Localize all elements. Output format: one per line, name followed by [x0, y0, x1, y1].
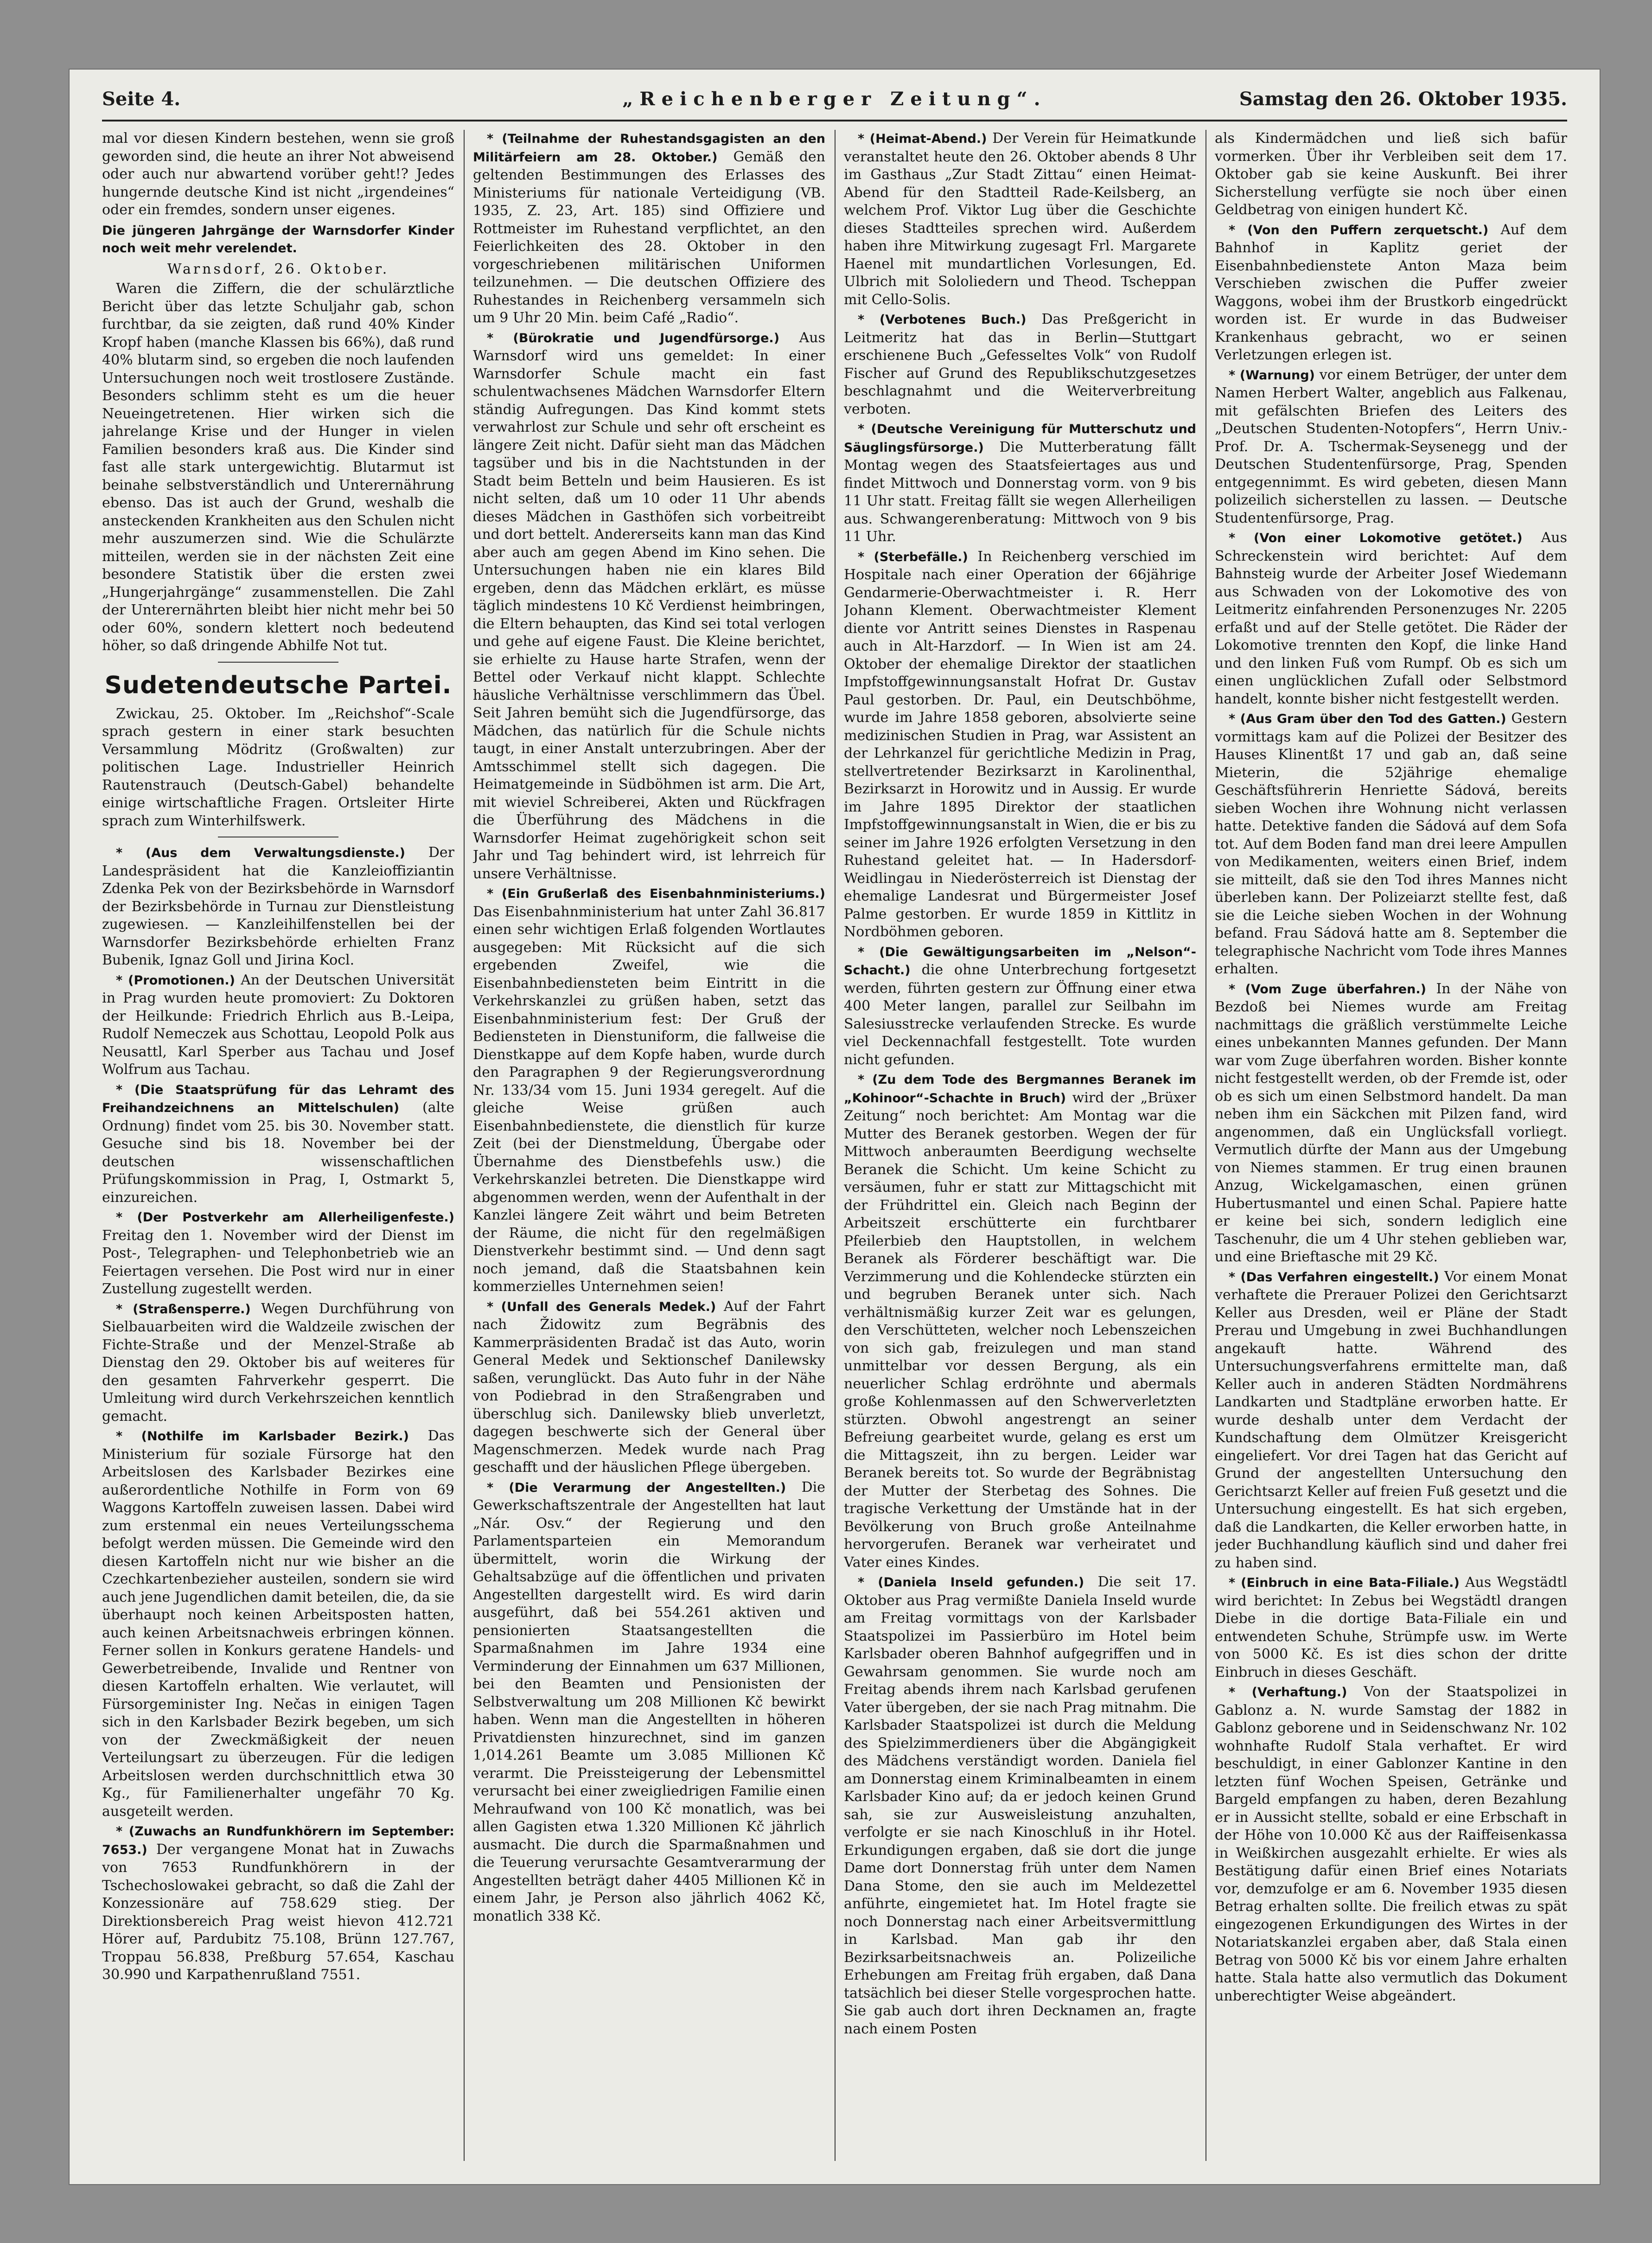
news-item — [102, 971, 454, 1079]
newspaper-page — [70, 70, 1600, 2184]
article-text: Zwickau, 25. Oktober. Im „Reichshof“-Scale sprach gestern in einer stark besuchten Versammlung Mödritz (Großwalten) zur politischen Lage. Industrieller Heinrich Rautenstrauch (Deutsch-Gabel) behandelte einige wirtschaftliche Fragen. Ortsleiter Hirte sprach zum Winterhilfswerk. — [102, 705, 454, 829]
news-item — [1215, 221, 1567, 364]
news-item — [473, 1479, 825, 1926]
news-item-heading: * (Verhaftung.) — [1229, 1685, 1347, 1700]
separator-rule — [218, 662, 338, 663]
news-item-text: Gemäß den geltenden Bestimmungen des Erlasses des Ministeriums für nationale Verteidigung (VB. 1935, Z. 23, Art. 185) sind Offiziere und Rottmeister im Ruhestand verpflichtet, an den Feierlichkeiten des 28. Oktober in den vorgeschriebenen militärischen Uniformen teilzunehmen. — Die deutschen Offiziere des Ruhestandes in Reichenberg versammeln sich um 9 Uhr 20 Min. beim Café „Radio“. — [473, 148, 825, 326]
news-item-text: Der Landespräsident hat die Kanzleioffiziantin Zdenka Pek von der Bezirksbehörde in Warnsdorf der Bezirksbehörde in Turnau zur Dienstleistung zugewiesen. — Kanzleihilfenstellen bei der Warnsdorfer Bezirksbehörde erhielten Franz Bubenik, Ignaz Goll und Jirina Kocl. — [102, 844, 454, 968]
column-3 — [844, 130, 1196, 2161]
news-item — [1215, 710, 1567, 978]
news-item-text: An der Deutschen Universität in Prag wurden heute promoviert: Zu Doktoren der Heilkunde: Friedrich Ehrlich aus B.-Leipa, Rudolf Nemeczek aus Schottau, Leopold Polk aus Neusattl, Karl Sperber aus Tachau und Josef Wolfrum aus Tachau. — [102, 971, 454, 1078]
masthead — [102, 88, 1567, 116]
news-item-heading: * (Vom Zuge überfahren.) — [1229, 982, 1426, 997]
news-item-heading: * (Zuwachs an Rundfunkhörern im September: 7653.) — [102, 1824, 454, 1857]
column-divider — [835, 130, 836, 2161]
news-item — [473, 329, 825, 883]
news-item — [844, 548, 1196, 941]
news-item-text: Aus Schreckenstein wird berichtet: Auf dem Bahnsteig wurde der Arbeiter Josef Wiedemann aus Schwaden von der Lokomotive des von Leitmeritz einfahrenden Personenzuges Nr. 2205 erfaßt und auf der Stelle getötet. Die Räder der Lokomotive trennten den Kopf, die linke Hand und den linken Fuß vom Rumpf. Ob es sich um einen unglücklichen Zufall oder Selbstmord handelt, konnte bisher nicht festgestellt werden. — [1215, 530, 1567, 707]
news-item-heading: * (Teilnahme der Ruhestandsgagisten an den Militärfeiern am 28. Oktober.) — [473, 132, 825, 165]
news-item-text: Der Verein für Heimatkunde veranstaltet heute den 26. Oktober abends 8 Uhr im Gasthaus „Zur Stadt Zittau“ einen Heimat-Abend für den Stadtteil Rade-Keilsberg, an welchem Prof. Viktor Lug über die Geschichte dieses Stadtteiles sprechen wird. Außerdem haben ihre Mitwirkung zugesagt Frl. Margarete Haenel mit mundartlichen Vorlesungen, Ed. Ulbrich mit Sololiedern und Theod. Tscheppan mit Cello-Solis. — [844, 130, 1196, 308]
newspaper-title: „Reichenberger Zeitung“. — [622, 88, 1047, 110]
article-text: Waren die Ziffern, die der schulärztliche Bericht über das letzte Schuljahr gab, schon furchtbar, da sie zeigten, daß rund 40% Kinder Kropf haben (manche Klassen bis 66%), daß rund 40% blutarm sind, so ergeben die noch laufenden Untersuchungen noch weit trostlosere Zustände. Besonders schlimm steht es um die heuer Neueingetretenen. Hier wirken sich die jahrelange Krise und der Hunger in vielen Familien besonders kraß aus. Die Kinder sind fast alle stark untergewichtig. Blutarmut ist beinahe selbstverständlich und Unterernährung ebenso. Das ist auch der Grund, weshalb die ansteckenden Krankheiten aus den Schulen nicht mehr auszumerzen sind. Wie die Schulärzte mitteilen, werden sie in der nächsten Zeit eine besondere Statistik über die ersten zwei „Hungerjahrgänge“ zusammenstellen. Die Zahl der Unterernährten bleibt hier nicht mehr bei 50 oder 60%, sondern klettert noch bedeutend höher, so daß dringende Abhilfe Not tut. — [102, 281, 454, 654]
news-item — [1215, 1268, 1567, 1572]
article-headline: Die jüngeren Jahrgänge der Warnsdorfer Kinder noch weit mehr verelendet. — [102, 223, 454, 256]
news-item — [102, 1081, 454, 1207]
news-item — [102, 1208, 454, 1298]
news-item-heading: * (Deutsche Vereinigung für Mutterschutz und Säuglingsfürsorge.) — [844, 422, 1196, 455]
news-item — [1215, 1683, 1567, 2005]
news-item-heading: * (Die Verarmung der Angestellten.) — [487, 1480, 786, 1495]
news-item-heading: * (Das Verfahren eingestellt.) — [1229, 1270, 1439, 1284]
news-item — [844, 1071, 1196, 1572]
news-item-heading: * (Bürokratie und Jugendfürsorge.) — [487, 331, 780, 345]
news-item-heading: * (Nothilfe im Karlsbader Bezirk.) — [116, 1429, 409, 1444]
news-item-heading: * (Die Staatsprüfung für das Lehramt des Freihandzeichnens an Mittelschulen) — [102, 1082, 454, 1115]
news-item — [1215, 1574, 1567, 1681]
news-item-text: Aus Warnsdorf wird uns gemeldet: In einer Warnsdorfer Schule macht ein fast schulentwachsenes Mädchen Warnsdorfer Eltern ständig Aufregungen. Das Kind kommt stets verwahrlost zur Schule und sehr oft erscheint es längere Zeit nicht. Dafür sieht man das Mädchen tagsüber und bis in die Nachtstunden in der Stadt beim Betteln und beim Hausieren. Es ist nicht selten, daß um 10 oder 11 Uhr abends dieses Mädchen in Gasthöfen sich vorbeitreibt und dort bettelt. Andererseits kann man das Kind aber auch am gegen Abend im Kino sehen. Die Untersuchungen haben nie ein klares Bild ergeben, denn das Mädchen erklärt, es müsse täglich mindestens 10 Kč Verdienst heimbringen, die Eltern behaupten, das Kind sei total verlogen und gehe auf eigene Faust. Die Kleine berichtet, sie erhielte zu Hause harte Strafen, wenn der Bettel oder Verkauf nicht klappt. Schlechte häusliche Verhältnisse verschlimmern das Übel. Seit Jahren bemüht sich die Jugendfürsorge, das Mädchen, das natürlich für die Schule nichts taugt, in einer Anstalt unterzubringen. Aber der Amtsschimmel stellt sich dagegen. Die Heimatgemeinde in Südböhmen ist arm. Die Art, mit wieviel Schreiberei, Akten und Rückfragen die Überführung des Mädchens in die Warnsdorfer Heimat zugehörigkeit schon seit Jahr und Tag behindert wird, ist lehrreich für unsere Verhältnisse. — [473, 329, 825, 882]
news-item-text: Der vergangene Monat hat in Zuwachs von 7653 Rundfunkhörern in der Tschechoslowakei gebracht, so daß die Zahl der Konzessionäre auf 758.629 stieg. Der Direktionsbereich Prag weist hievon 412.721 Hörer auf, Pardubitz 75.108, Brünn 127.767, Troppau 56.838, Preßburg 57.654, Kaschau 30.990 und Karpathenrußland 7551. — [102, 1841, 454, 1983]
news-item — [1215, 529, 1567, 708]
news-item-text: Die Mutterberatung fällt Montag wegen des Staatsfeiertages aus und findet Mittwoch und Donnerstag vorm. von 9 bis 11 Uhr statt. Freitag fällt sie wegen Allerheiligen aus. Schwangerenberatung: Mittwoch von 9 bis 11 Uhr. — [844, 439, 1196, 545]
news-item-heading: * (Unfall des Generals Medek.) — [487, 1299, 716, 1314]
news-item-text: Das Eisenbahnministerium hat unter Zahl 36.817 einen sehr wichtigen Erlaß folgenden Wortlautes ausgegeben: Mit Rücksicht auf die sich ergebenden Zweifel, wie die Eisenbahnbediensteten beim Eintritt in die Verkehrskanzlei zu grüßen haben, setzt das Eisenbahnministerium fest: Der Gruß der Bediensteten in Dienstuniform, die fallweise die Dienstkappe auf dem Kopfe haben, wurde durch den Paragraphen 9 der Regierungsverordnung Nr. 133/34 vom 15. Juni 1934 geregelt. Auf die gleiche Weise grüßen auch Eisenbahnbedienstete, die dienstlich für kurze Zeit (bei der Dienstmeldung, Übergabe oder Übernahme des Dienstbefehls usw.) die Verkehrskanzlei betreten. Die Dienstkappe wird abgenommen werden, wenn der Aufenthalt in der Kanzlei längere Zeit währt und beim Betreten der Räume, die nicht für den regelmäßigen Dienstverkehr bestimmt sind. — Und denn sagt noch jemand, daß die Staatsbahnen kein kommerzielles Unternehmen seien! — [473, 903, 825, 1295]
section-heading: Sudetendeutsche Partei. — [104, 671, 452, 699]
news-item — [102, 844, 454, 970]
issue-date: Samstag den 26. Oktober 1935. — [1239, 88, 1567, 110]
news-item — [844, 420, 1196, 546]
news-item — [473, 885, 825, 1296]
news-item-text: wird der „Brüxer Zeitung“ noch berichtet: Am Montag war die Mutter des Beranek gestorben. Wegen der für Mittwoch anberaumten Beerdigung wechselte Beranek die Schicht. Um keine Schicht zu versäumen, fuhr er statt zur Mittagschicht mit der Frühdrittel ein. Gleich nach Beginn der Arbeitszeit erschütterte ein furchtbarer Pfeilerbieb den Hauptstollen, in welchem Beranek als Förderer beschäftigt war. Die Verzimmerung und die Kohlendecke stürzten ein und begruben Beranek unter sich. Nach verhältnismäßig kurzer Zeit war es gelungen, den Verschütteten, welcher noch Lebenszeichen von sich gab, freizulegen und man stand unmittelbar vor dessen Bergung, als ein neuerlicher Schlag erdröhnte und abermals große Kohlenmassen auf den Schwerverletzten stürzten. Obwohl angestrengt an seiner Befreiung gearbeitet wurde, gelang es erst um die Mittagszeit, ihn zu bergen. Leider war Beranek bereits tot. So wurde der Begräbnistag der Mutter der Sterbetag des Sohnes. Die tragische Verkettung der Umstände hat in der Bevölkerung von Bruch große Anteilnahme hervorgerufen. Beranek war verheiratet und Vater eines Kindes. — [844, 1089, 1196, 1571]
news-item — [473, 1298, 825, 1477]
news-item-heading: * (Daniela Inseld gefunden.) — [858, 1575, 1084, 1590]
news-item-heading: * (Der Postverkehr am Allerheiligenfeste.) — [116, 1210, 454, 1225]
news-item-text: Auf der Fahrt nach Židowitz zum Begräbnis des Kammerpräsidenten Bradač ist das Auto, worin General Medek und Sektionschef Danilewsky saßen, verunglückt. Das Auto fuhr in der Nähe von Podiebrad in den Straßengraben und überschlug sich. Danilewsky blieb unverletzt, dagegen beschwerte sich der General über Magenschmerzen. Medek wurde nach Prag geschafft und der häuslichen Pflege übergeben. — [473, 1298, 825, 1476]
news-item-text: Auf dem Bahnhof in Kaplitz geriet der Eisenbahnbedienstete Anton Maza beim Verschieben zwischen die Puffer zweier Waggons, wobei ihm der Brustkorb eingedrückt worden ist. Er wurde in das Budweiser Krankenhaus gebracht, wo er seinen Verletzungen erlegen ist. — [1215, 221, 1567, 363]
dateline: Warnsdorf, 26. Oktober. — [167, 261, 389, 277]
news-item — [102, 1427, 454, 1821]
news-item — [1215, 980, 1567, 1266]
news-item-text: Gestern vormittags kam auf die Polizei der Besitzer des Hauses Klinentßt 17 und gab an, daß seine Mieterin, die 52jährige ehemalige Geschäftsführerin Henriette Sádová, bereits sieben Wochen ihre Wohnung nicht verlassen hatte. Detektive fanden die Sádová auf dem Sofa tot. Auf dem Boden fand man drei leere Ampullen von Medikamenten, weiters einen Brief, indem sie mitteilt, daß sie den Tod ihres Mannes nicht überleben kann. Der Polizeiarzt stellte fest, daß sie die Leiche sieben Wochen in der Wohnung befand. Frau Sádová hatte am 8. September die telegraphische Nachricht vom Tode ihres Mannes erhalten. — [1215, 710, 1567, 977]
column-2 — [473, 130, 825, 2161]
news-item — [102, 1300, 454, 1426]
news-item-text: Von der Staatspolizei in Gablonz a. N. wurde Samstag der 1882 in Gablonz geborene und in Seidenschwanz Nr. 102 wohnhafte Rudolf Stala verhaftet. Er wird beschuldigt, in einer Gablonzer Kantine in den letzten fünf Wochen Speisen, Getränke und Bargeld empfangen zu haben, deren Bezahlung er in Aussicht stellte, sobald er eine Erbschaft in der Höhe von 10.000 Kč aus der Raiffeisenkassa in Weißkirchen ausgezahlt erhielte. Er wies als Bestätigung dafür einen Brief eines Notariats vor, demzufolge er am 6. November 1935 diesen Betrag erhalten sollte. Die freilich etwas zu spät eingezogenen Erkundigungen des Wirtes in der Notariatskanzlei ergaben aber, daß Stala einen Betrag von 5000 Kč bis vor einem Jahre erhalten hatte. Stala hatte also vermutlich das Dokument unberechtigter Weise abgeändert. — [1215, 1684, 1567, 2004]
news-item-heading: * (Promotionen.) — [116, 973, 235, 988]
news-item-heading: * (Warnung) — [1229, 368, 1315, 383]
news-item-heading: * (Heimat-Abend.) — [858, 132, 987, 146]
news-item-text: Die Gewerkschaftszentrale der Angestellten hat laut „Nár. Osv.“ der Regierung und den Parlamentsparteien ein Memorandum übermittelt, worin die Wirkung der Gehaltsabzüge auf die öffentlichen und privaten Angestellten dargestellt wird. Es wird darin ausgeführt, daß bei 554.261 aktiven und pensionierten Staatsangestellten die Sparmaßnahmen im Jahre 1934 eine Verminderung der Einnahmen um 637 Millionen, bei den Beamten und Pensionisten der Selbstverwaltung um 208 Millionen Kč bewirkt haben. Wenn man die Angestellten in höheren Privatdiensten hinzurechnet, sind im ganzen 1,014.261 Beamte um 3.085 Millionen Kč verarmt. Die Preissteigerung der Lebensmittel verursacht bei einer zweigliedrigen Familie einen Mehraufwand von 100 Kč monatlich, was bei allen Gagisten etwa 1.320 Millionen Kč jährlich ausmacht. Die durch die Sparmaßnahmen und die Teuerung verursachte Gesamtverarmung der Angestellten beträgt daher 4405 Millionen Kč in einem Jahr, je Person also jährlich 4062 Kč, monatlich 338 Kč. — [473, 1479, 825, 1924]
news-item-text: Die seit 17. Oktober aus Prag vermißte Daniela Inseld wurde am Freitag vormittags von der Karlsbader Staatspolizei im Passierbüro im Hotel beim Karlsbader oberen Bahnhof aufgegriffen und in Gewahrsam genommen. Sie wurde noch am Freitag abends ihrem nach Karlsbad gerufenen Vater übergeben, der sie nach Prag mitnahm. Die Karlsbader Staatspolizei ist durch die Meldung des Spielzimmerdieners über die Abgängigkeit des Mädchens verständigt worden. Daniela fiel am Donnerstag einem Kriminalbeamten in einem Karlsbader Kino auf; da er jedoch keinen Grund sah, sie zur Ausweisleistung anzuhalten, verfolgte er sie nach Kinoschluß in ihr Hotel. Erkundigungen ergaben, daß sie dort die junge Dame dort Donnerstag früh unter dem Namen Dana Stome, den sie auch im Meldezettel anführte, eingemietet hat. Im Hotel fragte sie noch Donnerstag nach einer Arbeitsvermittlung in Karlsbad. Man gab ihr den Bezirksarbeitsnachweis an. Polizeiliche Erhebungen am Freitag früh ergaben, daß Dana tatsächlich bei dieser Stelle vorgesprochen hatte. Sie gab auch dort ihren Decknamen an, fragte nach einem Posten — [844, 1574, 1196, 2037]
news-item-text: In Reichenberg verschied im Hospitale nach einer Operation der 66jährige Gendarmerie-Oberwachtmeister i. R. Herr Johann Klement. Oberwachtmeister Klement diente vor Antritt seines Dienstes in Raspenau auch in Alt-Harzdorf. — In Wien ist am 24. Oktober der ehemalige Direktor der staatlichen Impfstoffgewinnungsanstalt Hofrat Dr. Gustav Paul gestorben. Dr. Paul, ein Deutschböhme, wurde im Jahre 1858 geboren, absolvierte seine medizinischen Studien in Prag, war Assistent an der Lehrkanzel für gerichtliche Medizin in Prag, stellvertretender Bezirksarzt in Karolinenthal, Bezirksarzt in Horowitz und in Aussig. Er wurde im Jahre 1895 Direktor der staatlichen Impfstoffgewinnungsanstalt in Wien, die er bis zu seiner im Jahre 1926 erfolgten Versetzung in den Ruhestand geleitet hat. — In Hadersdorf-Weidlingau in Niederösterreich ist Dienstag der ehemalige Landesrat und Bürgermeister Josef Palme gestorben. Er wurde 1859 in Kittlitz in Nordböhmen geboren. — [844, 548, 1196, 940]
article-text: mal vor diesen Kindern bestehen, wenn sie groß geworden sind, die heute an ihrer Not abweisend oder auch nur abwartend vorüber geht!? Jedes hungernde deutsche Kind ist nicht „irgendeines“ oder ein fremdes, sondern unser eigenes. — [102, 130, 454, 218]
news-item-heading: * (Die Gewältigungsarbeiten im „Nelson“-Schacht.) — [844, 945, 1196, 978]
news-item-heading: * (Aus Gram über den Tod des Gatten.) — [1229, 712, 1506, 726]
news-item — [102, 1822, 454, 1984]
news-item-heading: * (Straßensperre.) — [116, 1302, 251, 1316]
news-item-text: Wegen Durchführung von Sielbauarbeiten wird die Waldzeile zwischen der Fichte-Straße und der Menzel-Straße ab Dienstag den 29. Oktober bis auf weiteres für den gesamten Fahrverkehr gesperrt. Die Umleitung wird durch Verkehrszeichen kenntlich gemacht. — [102, 1300, 454, 1425]
news-item-heading: * (Von den Puffern zerquetscht.) — [1229, 223, 1489, 237]
news-item-heading: * (Sterbefälle.) — [858, 550, 968, 564]
news-item-heading: * (Aus dem Verwaltungsdienste.) — [116, 846, 405, 860]
news-item-text: Freitag den 1. November wird der Dienst im Post-, Telegraphen- und Telephonbetrieb wie an Feiertagen versehen. Die Post wird nur in einer Zustellung zugestellt werden. — [102, 1227, 454, 1297]
news-item-text: vor einem Betrüger, der unter dem Namen Herbert Walter, angeblich aus Falkenau, mit gefälschten Briefen des Leiters des „Deutschen Studenten-Notopfers“, Herrn Univ.-Prof. Dr. A. Tschermak-Seysenegg und der Deutschen Studentenfürsorge, Prag, Spenden entgegennimmt. Es wird gebeten, diesen Mann polizeilich sicherstellen zu lassen. — Deutsche Studentenfürsorge, Prag. — [1215, 366, 1567, 526]
news-item-heading: * (Einbruch in eine Bata-Filiale.) — [1229, 1576, 1460, 1590]
column-4 — [1215, 130, 1567, 2161]
column-1 — [102, 130, 454, 2161]
news-item-text: In der Nähe von Bezdoß bei Niemes wurde am Freitag nachmittags die gräßlich verstümmelte Leiche eines unbekannten Mannes gefunden. Der Mann war vom Zuge überfahren worden. Bisher konnte nicht festgestellt werden, ob der Fremde ist, oder ob es sich um einen Selbstmord handelt. Da man neben ihm ein Säckchen mit Pilzen fand, wird angenommen, daß ein Unglücksfall vorliegt. Vermutlich dürfte der Mann aus der Umgebung von Niemes stammen. Er trug einen braunen Anzug, Wickelgamaschen, einen grünen Hubertusmantel und einen Schal. Papiere hatte er keine bei sich, sondern lediglich eine Taschenuhr, die um 4 Uhr stehen geblieben war, und eine Brieftasche mit 29 Kč. — [1215, 980, 1567, 1265]
article-text: als Kindermädchen und ließ sich bafür vormerken. Über ihr Verbleiben seit dem 17. Oktober gab sie keine Auskunft. Bei ihrer Sicherstellung verfügte sie noch über einen Geldbetrag von einigen hundert Kč. — [1215, 130, 1567, 218]
news-item — [473, 130, 825, 327]
news-item — [844, 943, 1196, 1069]
page-number: Seite 4. — [102, 88, 181, 110]
header-rule — [102, 120, 1567, 121]
news-item-text: (alte Ordnung) findet vom 25. bis 30. November statt. Gesuche sind bis 18. November bei der deutschen wissenschaftlichen Prüfungskommission in Prag, I, Ostmarkt 5, einzureichen. — [102, 1099, 454, 1206]
news-item — [844, 130, 1196, 309]
news-item-heading: * (Von einer Lokomotive getötet.) — [1229, 531, 1523, 545]
news-item-heading: * (Verbotenes Buch.) — [858, 313, 1027, 327]
news-item-text: Vor einem Monat verhaftete die Prerauer Polizei den Gerichtsarzt Keller aus Dresden, weil er Pläne der Stadt Prerau und Umgebung in zwei Buchhandlungen angekauft hatte. Während des Untersuchungsverfahrens ermittelte man, daß Keller auch in anderen Städten Nordmährens Landkarten und Stadtpläne erworben hatte. Er wurde deshalb unter dem Verdacht der Kundschaftung dem Olmützer Kreisgericht eingeliefert. Vor drei Tagen hat das Gericht auf Grund der angestellten Untersuchung den Gerichtsarzt Keller auf freien Fuß gesetzt und die Untersuchung eingestellt. Es hat sich ergeben, daß die Landkarten, die Keller erworben hatte, in jeder Buchhandlung käuflich sind und daher frei zu haben sind. — [1215, 1268, 1567, 1571]
news-item — [844, 311, 1196, 418]
news-item-heading: * (Ein Grußerlaß des Eisenbahnministeriums.) — [487, 887, 825, 901]
news-item-text: Das Preßgericht in Leitmeritz hat das in Berlin—Stuttgart erschienene Buch „Gefesseltes Volk“ von Rudolf Fischer auf Grund des Republikschutzgesetzes beschlagnahmt und die Weiterverbreitung verboten. — [844, 311, 1196, 417]
news-item-text: Aus Wegstädtl wird berichtet: In Zebus bei Wegstädtl drangen Diebe in die dortige Bata-Filiale ein und entwendeten Schuhe, Strümpfe usw. im Werte von 5000 Kč. Es ist dies schon der dritte Einbruch in dieses Geschäft. — [1215, 1574, 1567, 1681]
news-item — [844, 1573, 1196, 2038]
news-item-heading: * (Zu dem Tode des Bergmannes Beranek im „Kohinoor“-Schachte in Bruch) — [844, 1073, 1196, 1106]
news-item-text: die ohne Unterbrechung fortgesetzt werden, führten gestern zur Öffnung einer etwa 400 Meter langen, parallel zur Seilbahn im Salesiusstrecke verlaufenden Strecke. Es wurde viel Deckennachfall festgestellt. Tote wurden nicht gefunden. — [844, 962, 1196, 1068]
news-item — [1215, 366, 1567, 528]
news-item-text: Das Ministerium für soziale Fürsorge hat den Arbeitslosen des Karlsbader Bezirkes eine außerordentliche Nothilfe in Form von 69 Waggons Kartoffeln zuweisen lassen. Dabei wird zum erstenmal ein neues Verteilungsschema befolgt werden müssen. Die Gemeinde wird den diesen Kartoffeln nicht nur wie bisher an die Czechkartenbezieher austeilen, sondern sie wird auch jene Jugendlichen damit beteilen, die, da sie überhaupt noch keinen Arbeitsposten hatten, auch keinen Arbeitsnachweis erbringen können. Ferner sollen in Konkurs geratene Handels- und Gewerbetreibende, Invalide und Rentner von diesen Kartoffeln erhalten. Wie verlautet, will Fürsorgeminister Ing. Nečas in einigen Tagen sich in den Karlsbader Bezirk begeben, um sich von der Zweckmäßigkeit der neuen Verteilungsart zu überzeugen. Für die ledigen Arbeitslosen werden durchschnittlich etwa 30 Kg., für Familienerhalter ungefähr 70 Kg. ausgeteilt werden. — [102, 1428, 454, 1820]
column-divider — [464, 130, 465, 2161]
